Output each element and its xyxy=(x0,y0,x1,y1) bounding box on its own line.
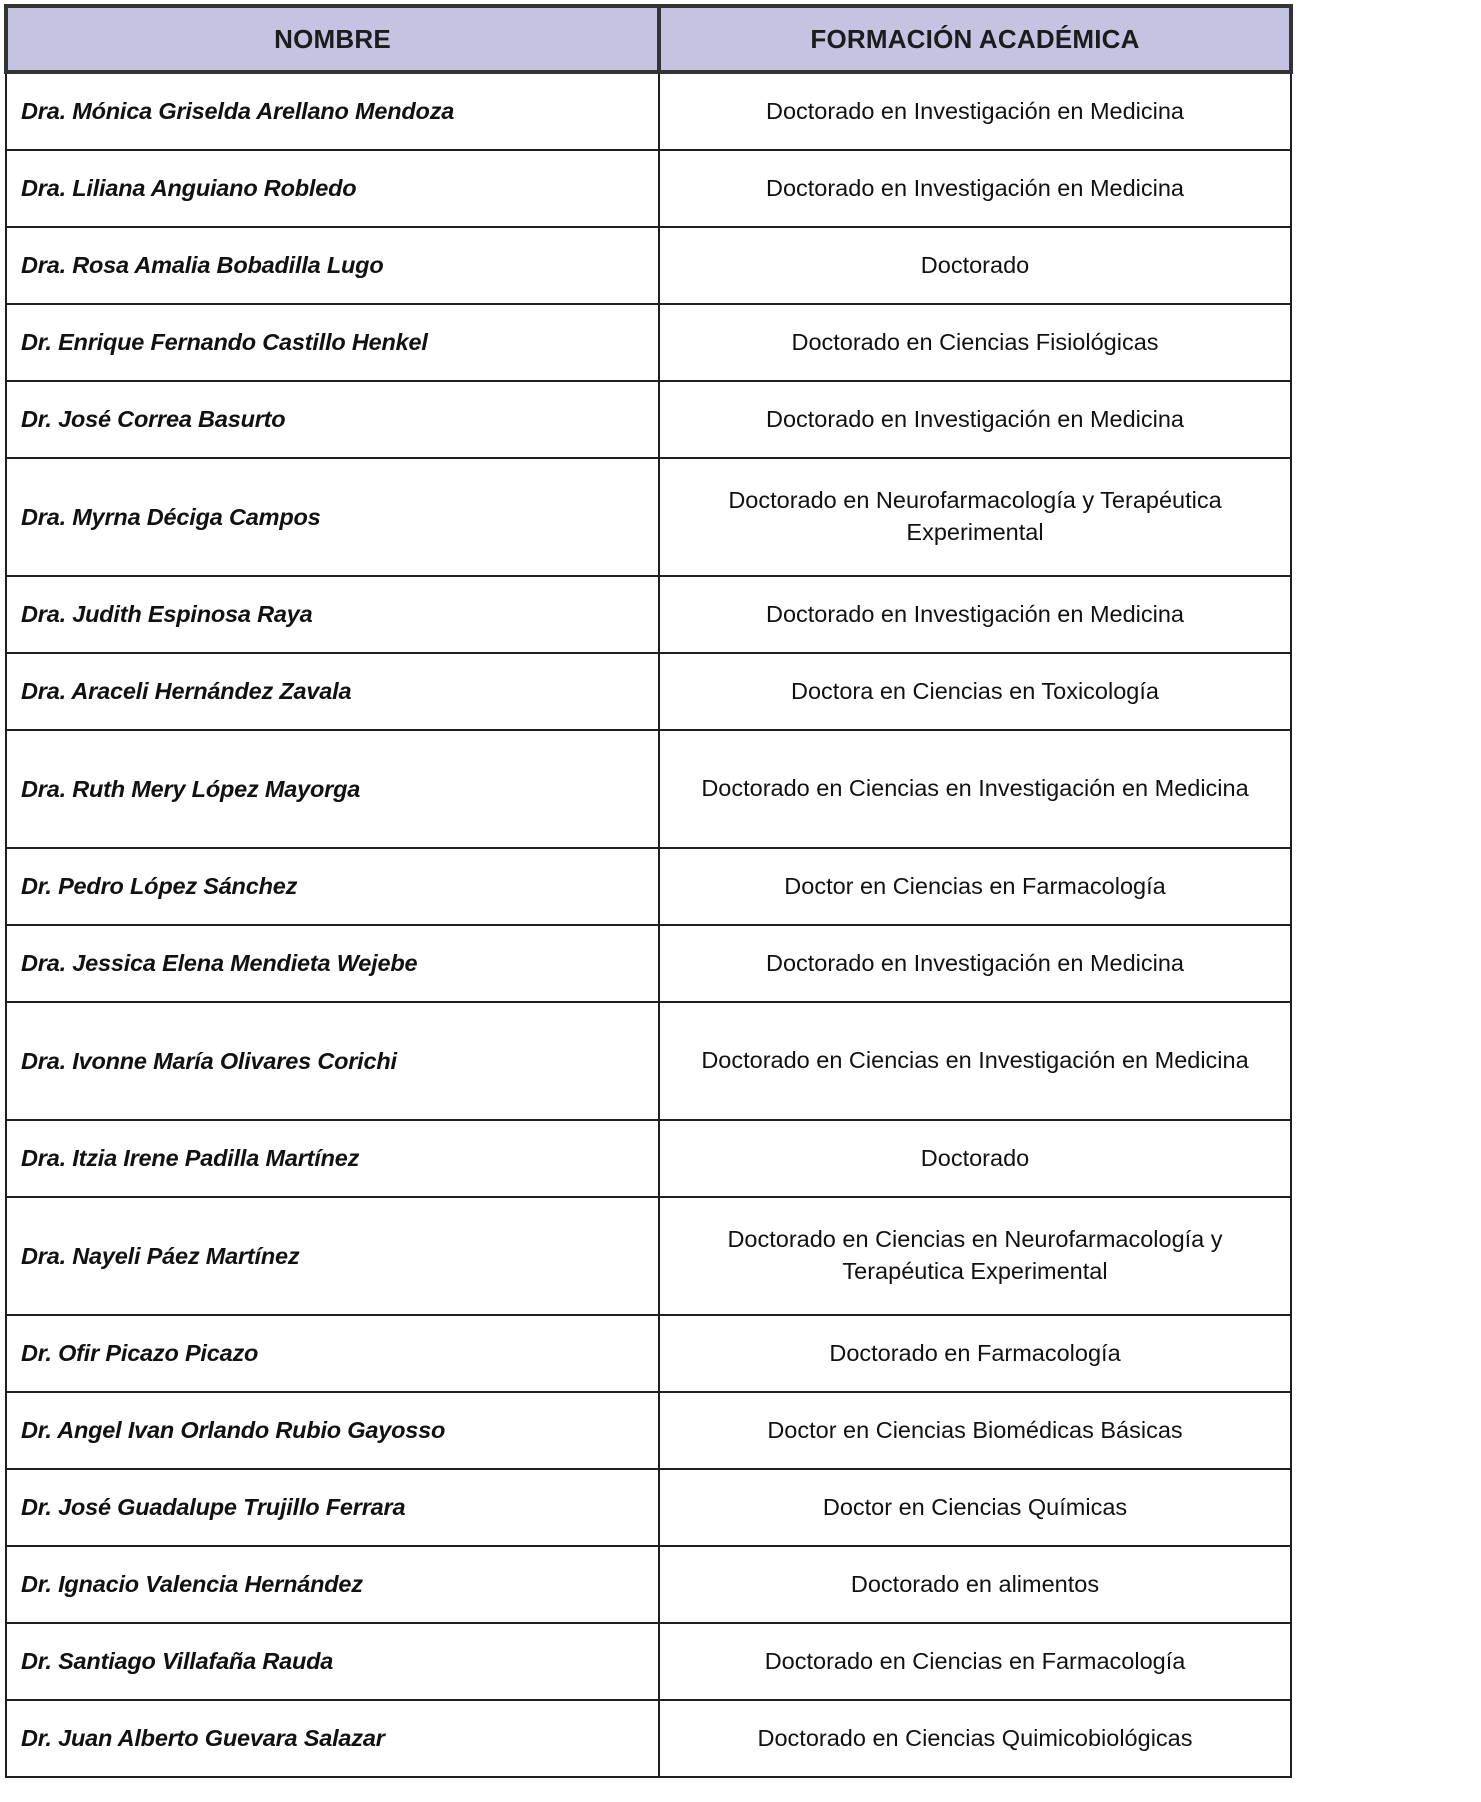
cell-nombre: Dr. José Guadalupe Trujillo Ferrara xyxy=(6,1469,659,1546)
cell-nombre: Dra. Nayeli Páez Martínez xyxy=(6,1197,659,1315)
cell-nombre: Dra. Judith Espinosa Raya xyxy=(6,576,659,653)
cell-formacion: Doctora en Ciencias en Toxicología xyxy=(659,653,1291,730)
cell-nombre: Dr. Santiago Villafaña Rauda xyxy=(6,1623,659,1700)
table-row xyxy=(6,1315,1291,1392)
table-row xyxy=(6,458,1291,576)
table-row xyxy=(6,1700,1291,1777)
cell-formacion: Doctorado en Investigación en Medicina xyxy=(659,150,1291,227)
cell-formacion: Doctorado en Investigación en Medicina xyxy=(659,381,1291,458)
table-header-row xyxy=(6,6,1291,72)
cell-formacion: Doctorado en Investigación en Medicina xyxy=(659,576,1291,653)
cell-nombre: Dr. Ignacio Valencia Hernández xyxy=(6,1546,659,1623)
table-row xyxy=(6,1392,1291,1469)
cell-nombre: Dra. Araceli Hernández Zavala xyxy=(6,653,659,730)
cell-nombre: Dra. Ivonne María Olivares Corichi xyxy=(6,1002,659,1120)
table-row xyxy=(6,304,1291,381)
cell-formacion: Doctorado xyxy=(659,1120,1291,1197)
cell-formacion: Doctorado en Ciencias en Investigación en Medicina xyxy=(659,730,1291,848)
table-row xyxy=(6,848,1291,925)
table-body xyxy=(6,72,1291,1777)
table-row xyxy=(6,1120,1291,1197)
cell-nombre: Dra. Ruth Mery López Mayorga xyxy=(6,730,659,848)
cell-nombre: Dr. Ofir Picazo Picazo xyxy=(6,1315,659,1392)
cell-nombre: Dr. Angel Ivan Orlando Rubio Gayosso xyxy=(6,1392,659,1469)
table-row xyxy=(6,1623,1291,1700)
cell-formacion: Doctorado en Investigación en Medicina xyxy=(659,925,1291,1002)
cell-formacion: Doctor en Ciencias Químicas xyxy=(659,1469,1291,1546)
cell-formacion: Doctor en Ciencias en Farmacología xyxy=(659,848,1291,925)
cell-nombre: Dra. Mónica Griselda Arellano Mendoza xyxy=(6,72,659,150)
table-row xyxy=(6,227,1291,304)
cell-formacion: Doctorado xyxy=(659,227,1291,304)
cell-nombre: Dra. Rosa Amalia Bobadilla Lugo xyxy=(6,227,659,304)
table-row xyxy=(6,150,1291,227)
cell-nombre: Dr. Pedro López Sánchez xyxy=(6,848,659,925)
cell-formacion: Doctorado en Ciencias Fisiológicas xyxy=(659,304,1291,381)
cell-nombre: Dra. Myrna Déciga Campos xyxy=(6,458,659,576)
table-row xyxy=(6,1002,1291,1120)
column-header-formacion: FORMACIÓN ACADÉMICA xyxy=(659,6,1291,72)
cell-formacion: Doctorado en alimentos xyxy=(659,1546,1291,1623)
cell-formacion: Doctor en Ciencias Biomédicas Básicas xyxy=(659,1392,1291,1469)
cell-formacion: Doctorado en Ciencias en Farmacología xyxy=(659,1623,1291,1700)
academic-staff-table xyxy=(4,4,1293,1778)
cell-formacion: Doctorado en Farmacología xyxy=(659,1315,1291,1392)
table-row xyxy=(6,1469,1291,1546)
cell-formacion: Doctorado en Ciencias en Neurofarmacología y Terapéutica Experimental xyxy=(659,1197,1291,1315)
cell-nombre: Dra. Jessica Elena Mendieta Wejebe xyxy=(6,925,659,1002)
table-row xyxy=(6,653,1291,730)
cell-formacion: Doctorado en Investigación en Medicina xyxy=(659,72,1291,150)
cell-formacion: Doctorado en Ciencias Quimicobiológicas xyxy=(659,1700,1291,1777)
table-row xyxy=(6,1546,1291,1623)
table-row xyxy=(6,576,1291,653)
cell-nombre: Dra. Liliana Anguiano Robledo xyxy=(6,150,659,227)
table-header xyxy=(6,6,1291,72)
table-row xyxy=(6,925,1291,1002)
staff-table-container xyxy=(4,4,1289,1778)
cell-nombre: Dra. Itzia Irene Padilla Martínez xyxy=(6,1120,659,1197)
cell-nombre: Dr. Juan Alberto Guevara Salazar xyxy=(6,1700,659,1777)
cell-formacion: Doctorado en Neurofarmacología y Terapéutica Experimental xyxy=(659,458,1291,576)
cell-nombre: Dr. Enrique Fernando Castillo Henkel xyxy=(6,304,659,381)
table-row xyxy=(6,72,1291,150)
cell-nombre: Dr. José Correa Basurto xyxy=(6,381,659,458)
table-row xyxy=(6,381,1291,458)
table-row xyxy=(6,730,1291,848)
column-header-nombre: NOMBRE xyxy=(6,6,659,72)
cell-formacion: Doctorado en Ciencias en Investigación en Medicina xyxy=(659,1002,1291,1120)
table-row xyxy=(6,1197,1291,1315)
